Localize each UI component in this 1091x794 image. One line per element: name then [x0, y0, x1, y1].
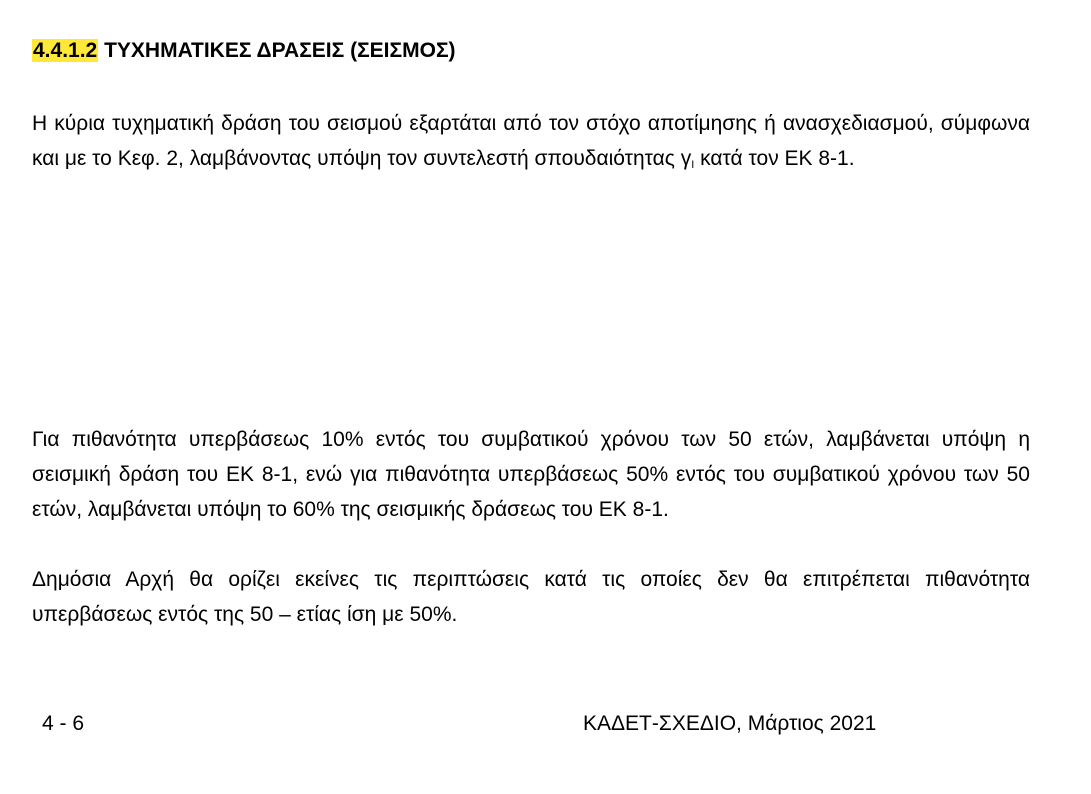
paragraph-text: Η κύρια τυχηματική δράση του σεισμού εξαρτάται από τον στόχο αποτίμησης ή ανασχεδιασμού, σύμφωνα και με το Κεφ. 2, λαμβάνοντας υπόψη τον συντελεστή σπουδαιότητας γ	[32, 112, 1030, 170]
paragraph-public-authority: Δημόσια Αρχή θα ορίζει εκείνες τις περιπτώσεις κατά τις οποίες δεν θα επιτρέπεται πιθανότητα υπερβάσεως εντός της 50 – ετίας ίση με 50%.	[32, 568, 1030, 626]
paragraph-text-end: κατά τον ΕΚ 8-1.	[694, 147, 855, 170]
paragraph-seismic-action	[32, 106, 1030, 183]
importance-factor-subscript: I	[691, 159, 695, 171]
paragraph-exceedance-probability: Για πιθανότητα υπερβάσεως 10% εντός του συμβατικού χρόνου των 50 ετών, λαμβάνεται υπόψη η σεισμική δράση του ΕΚ 8-1, ενώ για πιθανότητα υπερβάσεως 50% εντός του συμβατικού χρόνου των 50 ετών, λαμβάνεται υπόψη το 60% της σεισμικής δράσεως του ΕΚ 8-1.	[32, 428, 1030, 521]
page-number: 4 - 6	[42, 712, 85, 735]
section-number: 4.4.1.2	[33, 39, 98, 62]
section-title: ΤΥΧΗΜΑΤΙΚΕΣ ΔΡΑΣΕΙΣ (ΣΕΙΣΜΟΣ)	[104, 39, 456, 62]
document-info: ΚΑΔΕΤ-ΣΧΕΔΙΟ, Μάρτιος 2021	[583, 712, 877, 735]
section-heading	[32, 36, 456, 66]
